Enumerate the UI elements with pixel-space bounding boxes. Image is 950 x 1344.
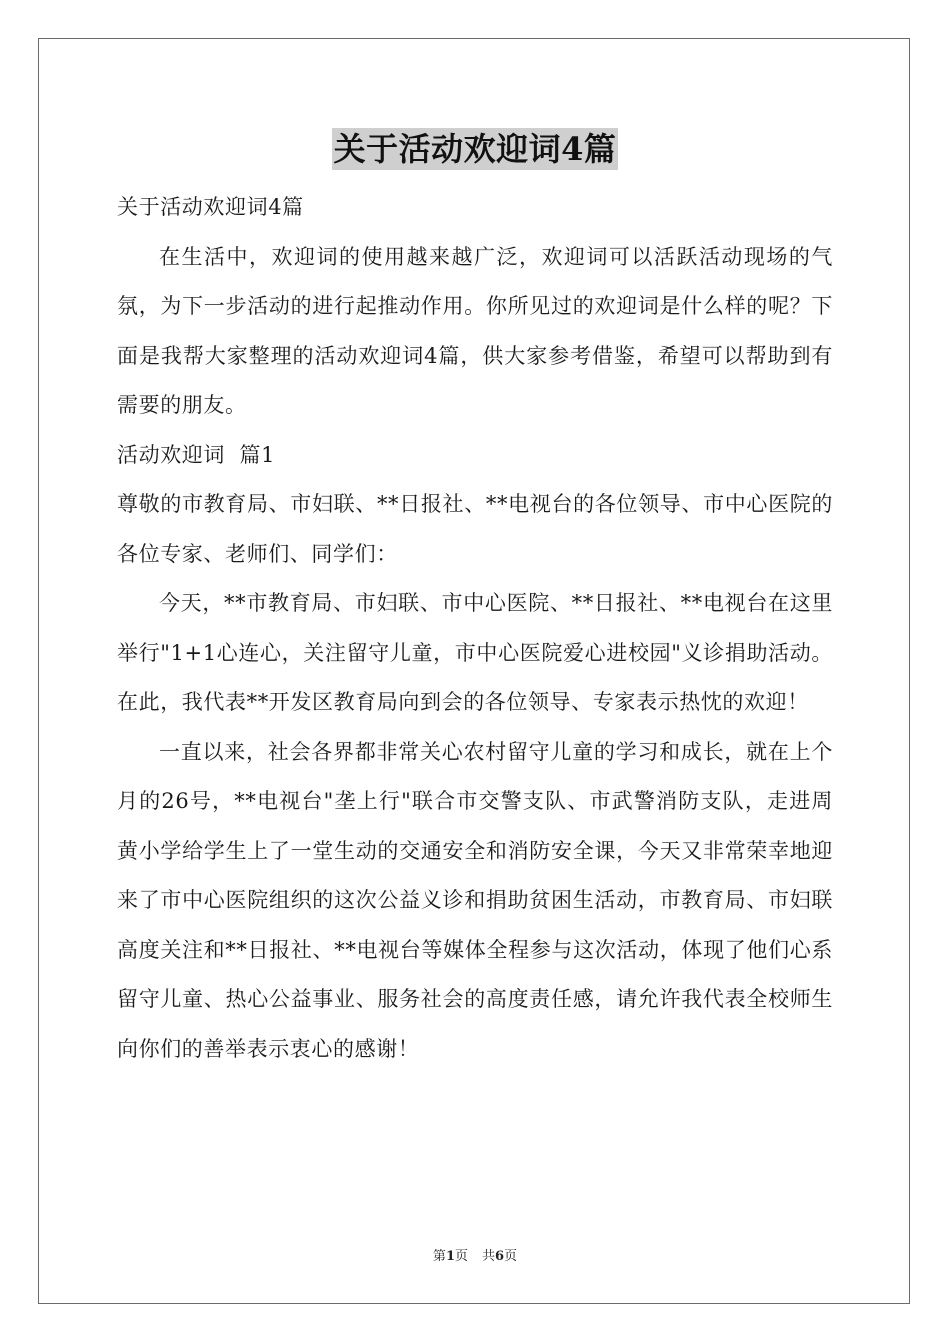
intro-paragraph: 在生活中，欢迎词的使用越来越广泛，欢迎词可以活跃活动现场的气氛，为下一步活动的进行起推动作用。你所见过的欢迎词是什么样的呢？下面是我帮大家整理的活动欢迎词4篇，供大家参考借鉴，希望可以帮助到有需要的朋友。	[117, 244, 833, 417]
salutation-paragraph: 尊敬的市教育局、市妇联、**日报社、**电视台的各位领导、市中心医院的各位专家、老师们、同学们：	[117, 492, 833, 566]
total-pages-indicator: 共6页	[482, 1249, 518, 1264]
document-body	[117, 183, 833, 1074]
document-subtitle: 关于活动欢迎词4篇	[117, 195, 304, 219]
body-paragraph-2: 一直以来，社会各界都非常关心农村留守儿童的学习和成长，就在上个月的26号，**电视台"垄上行"联合市交警支队、市武警消防支队，走进周黄小学给学生上了一堂生动的交通安全和消防安全课，今天又非常荣幸地迎来了市中心医院组织的这次公益义诊和捐助贫困生活动，市教育局、市妇联高度关注和**日报社、**电视台等媒体全程参与这次活动，体现了他们心系留守儿童、热心公益事业、服务社会的高度责任感，请允许我代表全校师生向你们的善举表示衷心的感谢！	[117, 739, 833, 1061]
document-title: 关于活动欢迎词4篇	[333, 130, 617, 168]
page-footer	[0, 1245, 950, 1264]
body-paragraph-1: 今天，**市教育局、市妇联、市中心医院、**日报社、**电视台在这里举行"1+1心连心，关注留守儿童，市中心医院爱心进校园"义诊捐助活动。在此，我代表**开发区教育局向到会的各位领导、专家表示热忱的欢迎！	[117, 591, 833, 714]
page-indicator: 第1页	[432, 1249, 468, 1264]
section-heading: 活动欢迎词 篇1	[117, 442, 276, 467]
title-container	[0, 128, 950, 170]
